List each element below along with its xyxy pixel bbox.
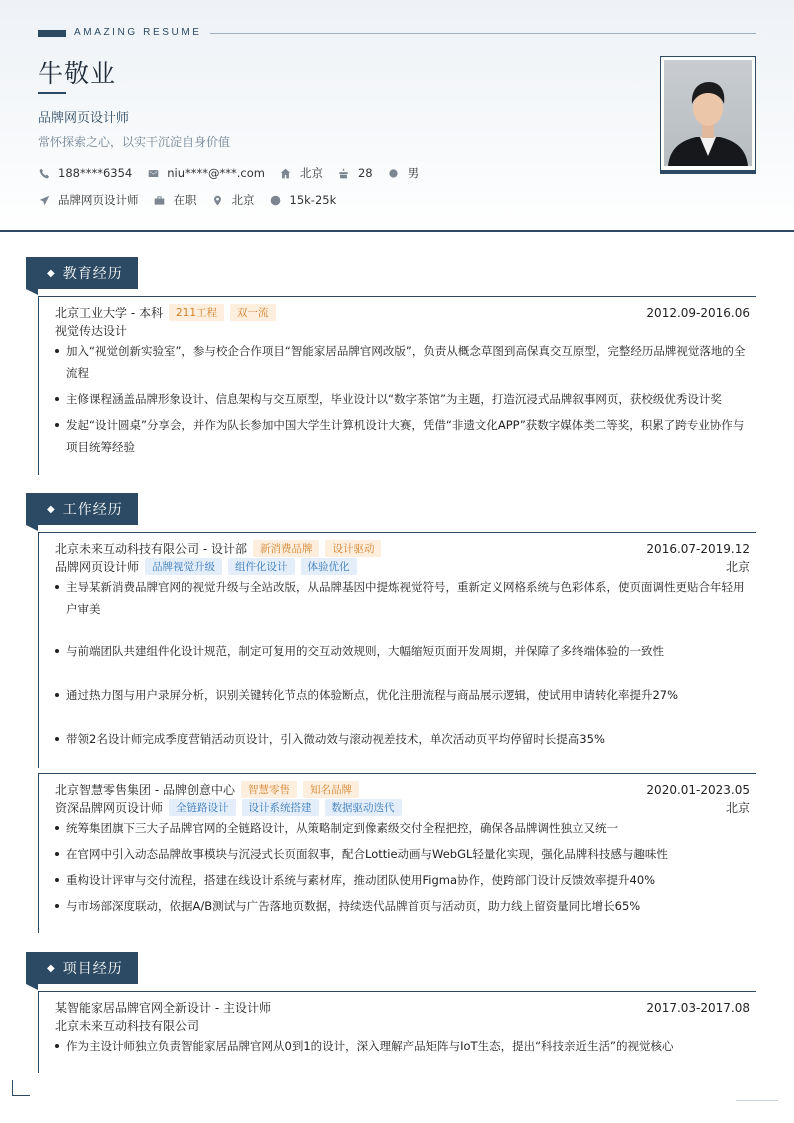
education-tag: 双一流 (230, 304, 276, 321)
section-title-education (26, 257, 138, 289)
resume-header (0, 0, 794, 232)
role-tag: 体验优化 (301, 558, 357, 575)
send-icon (38, 194, 50, 206)
section-title-text: 工作经历 (62, 502, 123, 518)
company-tag: 设计驱动 (325, 540, 381, 557)
education-major: 视觉传达设计 (55, 324, 128, 338)
intent-position-text: 品牌网页设计师 (58, 193, 139, 207)
intent-status (154, 192, 197, 208)
section-fold (26, 289, 38, 295)
role-tag: 全链路设计 (169, 799, 236, 816)
name-underline (38, 92, 66, 94)
phone-icon (38, 167, 50, 179)
work-bullet: 统筹集团旗下三大子品牌官网的全链路设计，从策略制定到像素级交付全程把控，确保各品牌调性独立又统一 (55, 817, 750, 839)
page-corner-mark (12, 1080, 30, 1096)
work-role: 资深品牌网页设计师 (55, 801, 164, 815)
gender-icon (388, 167, 400, 179)
project-title: 某智能家居品牌官网全新设计 - 主设计师 (55, 1001, 271, 1015)
mail-icon (147, 167, 159, 179)
school-name: 北京工业大学 - 本科 (55, 306, 163, 320)
section-title-text: 教育经历 (62, 266, 123, 282)
project-date: 2017.03-2017.08 (646, 1000, 750, 1015)
intent-salary-text: 15k-25k (289, 193, 337, 207)
work-bullet: 通过热力图与用户录屏分析，识别关键转化节点的体验断点，优化注册流程与商品展示逻辑，使试用申请转化率提升27% (55, 684, 750, 706)
email-text: niu****@***.com (167, 166, 265, 180)
job-title: 品牌网页设计师 (38, 111, 130, 126)
work-city: 北京 (725, 560, 750, 574)
project-bullet: 作为主设计师独立负责智能家居品牌官网从0到1的设计，深入理解产品矩阵与IoT生态，提出“科技亲近生活”的视觉核心 (55, 1035, 750, 1057)
diamond-icon: ◆ (47, 962, 56, 974)
profile-photo-frame (660, 56, 756, 173)
candidate-name: 牛敬业 (38, 59, 117, 88)
brand-text: AMAZING RESUME (74, 27, 202, 38)
home-text: 北京 (299, 166, 323, 180)
education-tag: 211工程 (169, 304, 224, 321)
phone-info (38, 166, 132, 180)
gender-text: 男 (407, 166, 420, 180)
work-bullet: 主导某新消费品牌官网的视觉升级与全站改版，从品牌基因中提炼视觉符号，重新定义网格系统与色彩体系，使页面调性更贴合年轻用户审美 (55, 576, 750, 620)
work-entry (38, 532, 756, 768)
work-role: 品牌网页设计师 (55, 560, 140, 574)
role-tag: 设计系统搭建 (242, 799, 319, 816)
project-entry (38, 991, 756, 1073)
role-tag: 数据驱动迭代 (325, 799, 402, 816)
role-tag: 品牌视觉升级 (145, 558, 222, 575)
brand-bar (38, 30, 66, 37)
motto: 常怀探索之心，以实干沉淀自身价值 (38, 135, 231, 149)
contact-row (38, 165, 434, 181)
briefcase-icon (154, 194, 166, 206)
work-city: 北京 (725, 801, 750, 815)
education-bullet: 主修课程涵盖品牌形象设计、信息架构与交互原型，毕业设计以“数字茶馆”为主题，打造沉浸式品牌叙事网页，获校级优秀设计奖 (55, 388, 750, 410)
education-entry (38, 296, 756, 475)
intent-city-text: 北京 (231, 193, 255, 207)
work-date: 2020.01-2023.05 (646, 782, 750, 797)
job-intent-row (38, 192, 351, 208)
page-corner-line (736, 1100, 778, 1101)
location-pin-icon (212, 194, 224, 206)
company-tag: 智慧零售 (241, 781, 297, 798)
work-date: 2016.07-2019.12 (646, 541, 750, 556)
intent-salary (270, 193, 337, 207)
section-title-project (26, 952, 138, 984)
section-title-work (26, 493, 138, 525)
intent-position (38, 192, 139, 208)
company-name: 北京未来互动科技有限公司 - 设计部 (55, 542, 247, 556)
work-bullet: 在官网中引入动态品牌故事模块与沉浸式长页面叙事，配合Lottie动画与WebGL轻量化实现，强化品牌科技感与趣味性 (55, 843, 750, 865)
photo-accent-bar (660, 170, 756, 174)
money-icon (270, 194, 282, 206)
education-date: 2012.09-2016.06 (646, 305, 750, 320)
role-tag: 组件化设计 (228, 558, 295, 575)
profile-photo (664, 60, 752, 166)
education-bullet: 发起“设计圆桌”分享会，并作为队长参加中国大学生计算机设计大赛，凭借“非遗文化APP”获数字媒体类二等奖，积累了跨专业协作与项目统筹经验 (55, 414, 750, 458)
cake-icon (338, 167, 350, 179)
intent-city (212, 192, 255, 208)
intent-status-text: 在职 (173, 193, 197, 207)
phone-text: 188****6354 (58, 166, 133, 180)
age-text: 28 (357, 166, 373, 180)
work-bullet: 带领2名设计师完成季度营销活动页设计，引入微动效与滚动视差技术，单次活动页平均停留时长提高35% (55, 728, 750, 750)
diamond-icon: ◆ (47, 503, 56, 515)
section-fold (26, 525, 38, 531)
work-bullet: 与市场部深度联动，依据A/B测试与广告落地页数据，持续迭代品牌首页与活动页，助力线上留资量同比增长65% (55, 895, 750, 917)
work-entry (38, 773, 756, 933)
diamond-icon: ◆ (47, 267, 56, 279)
email-info (147, 166, 265, 180)
company-name: 北京智慧零售集团 - 品牌创意中心 (55, 783, 235, 797)
gender-info (388, 165, 420, 181)
education-bullet: 加入“视觉创新实验室”，参与校企合作项目“智能家居品牌官网改版”，负责从概念草图到高保真交互原型，完整经历品牌视觉落地的全流程 (55, 340, 750, 384)
work-bullet: 重构设计评审与交付流程，搭建在线设计系统与素材库，推动团队使用Figma协作，使跨部门设计反馈效率提升40% (55, 869, 750, 891)
company-tag: 知名品牌 (303, 781, 359, 798)
home-icon (280, 167, 292, 179)
company-tag: 新消费品牌 (253, 540, 320, 557)
project-org: 北京未来互动科技有限公司 (55, 1019, 200, 1033)
section-fold (26, 984, 38, 990)
section-title-text: 项目经历 (62, 961, 123, 977)
home-info (280, 165, 323, 181)
age-info (338, 166, 373, 180)
brand-divider (210, 33, 756, 34)
work-bullet: 与前端团队共建组件化设计规范，制定可复用的交互动效规则，大幅缩短页面开发周期，并保障了多终端体验的一致性 (55, 640, 750, 662)
